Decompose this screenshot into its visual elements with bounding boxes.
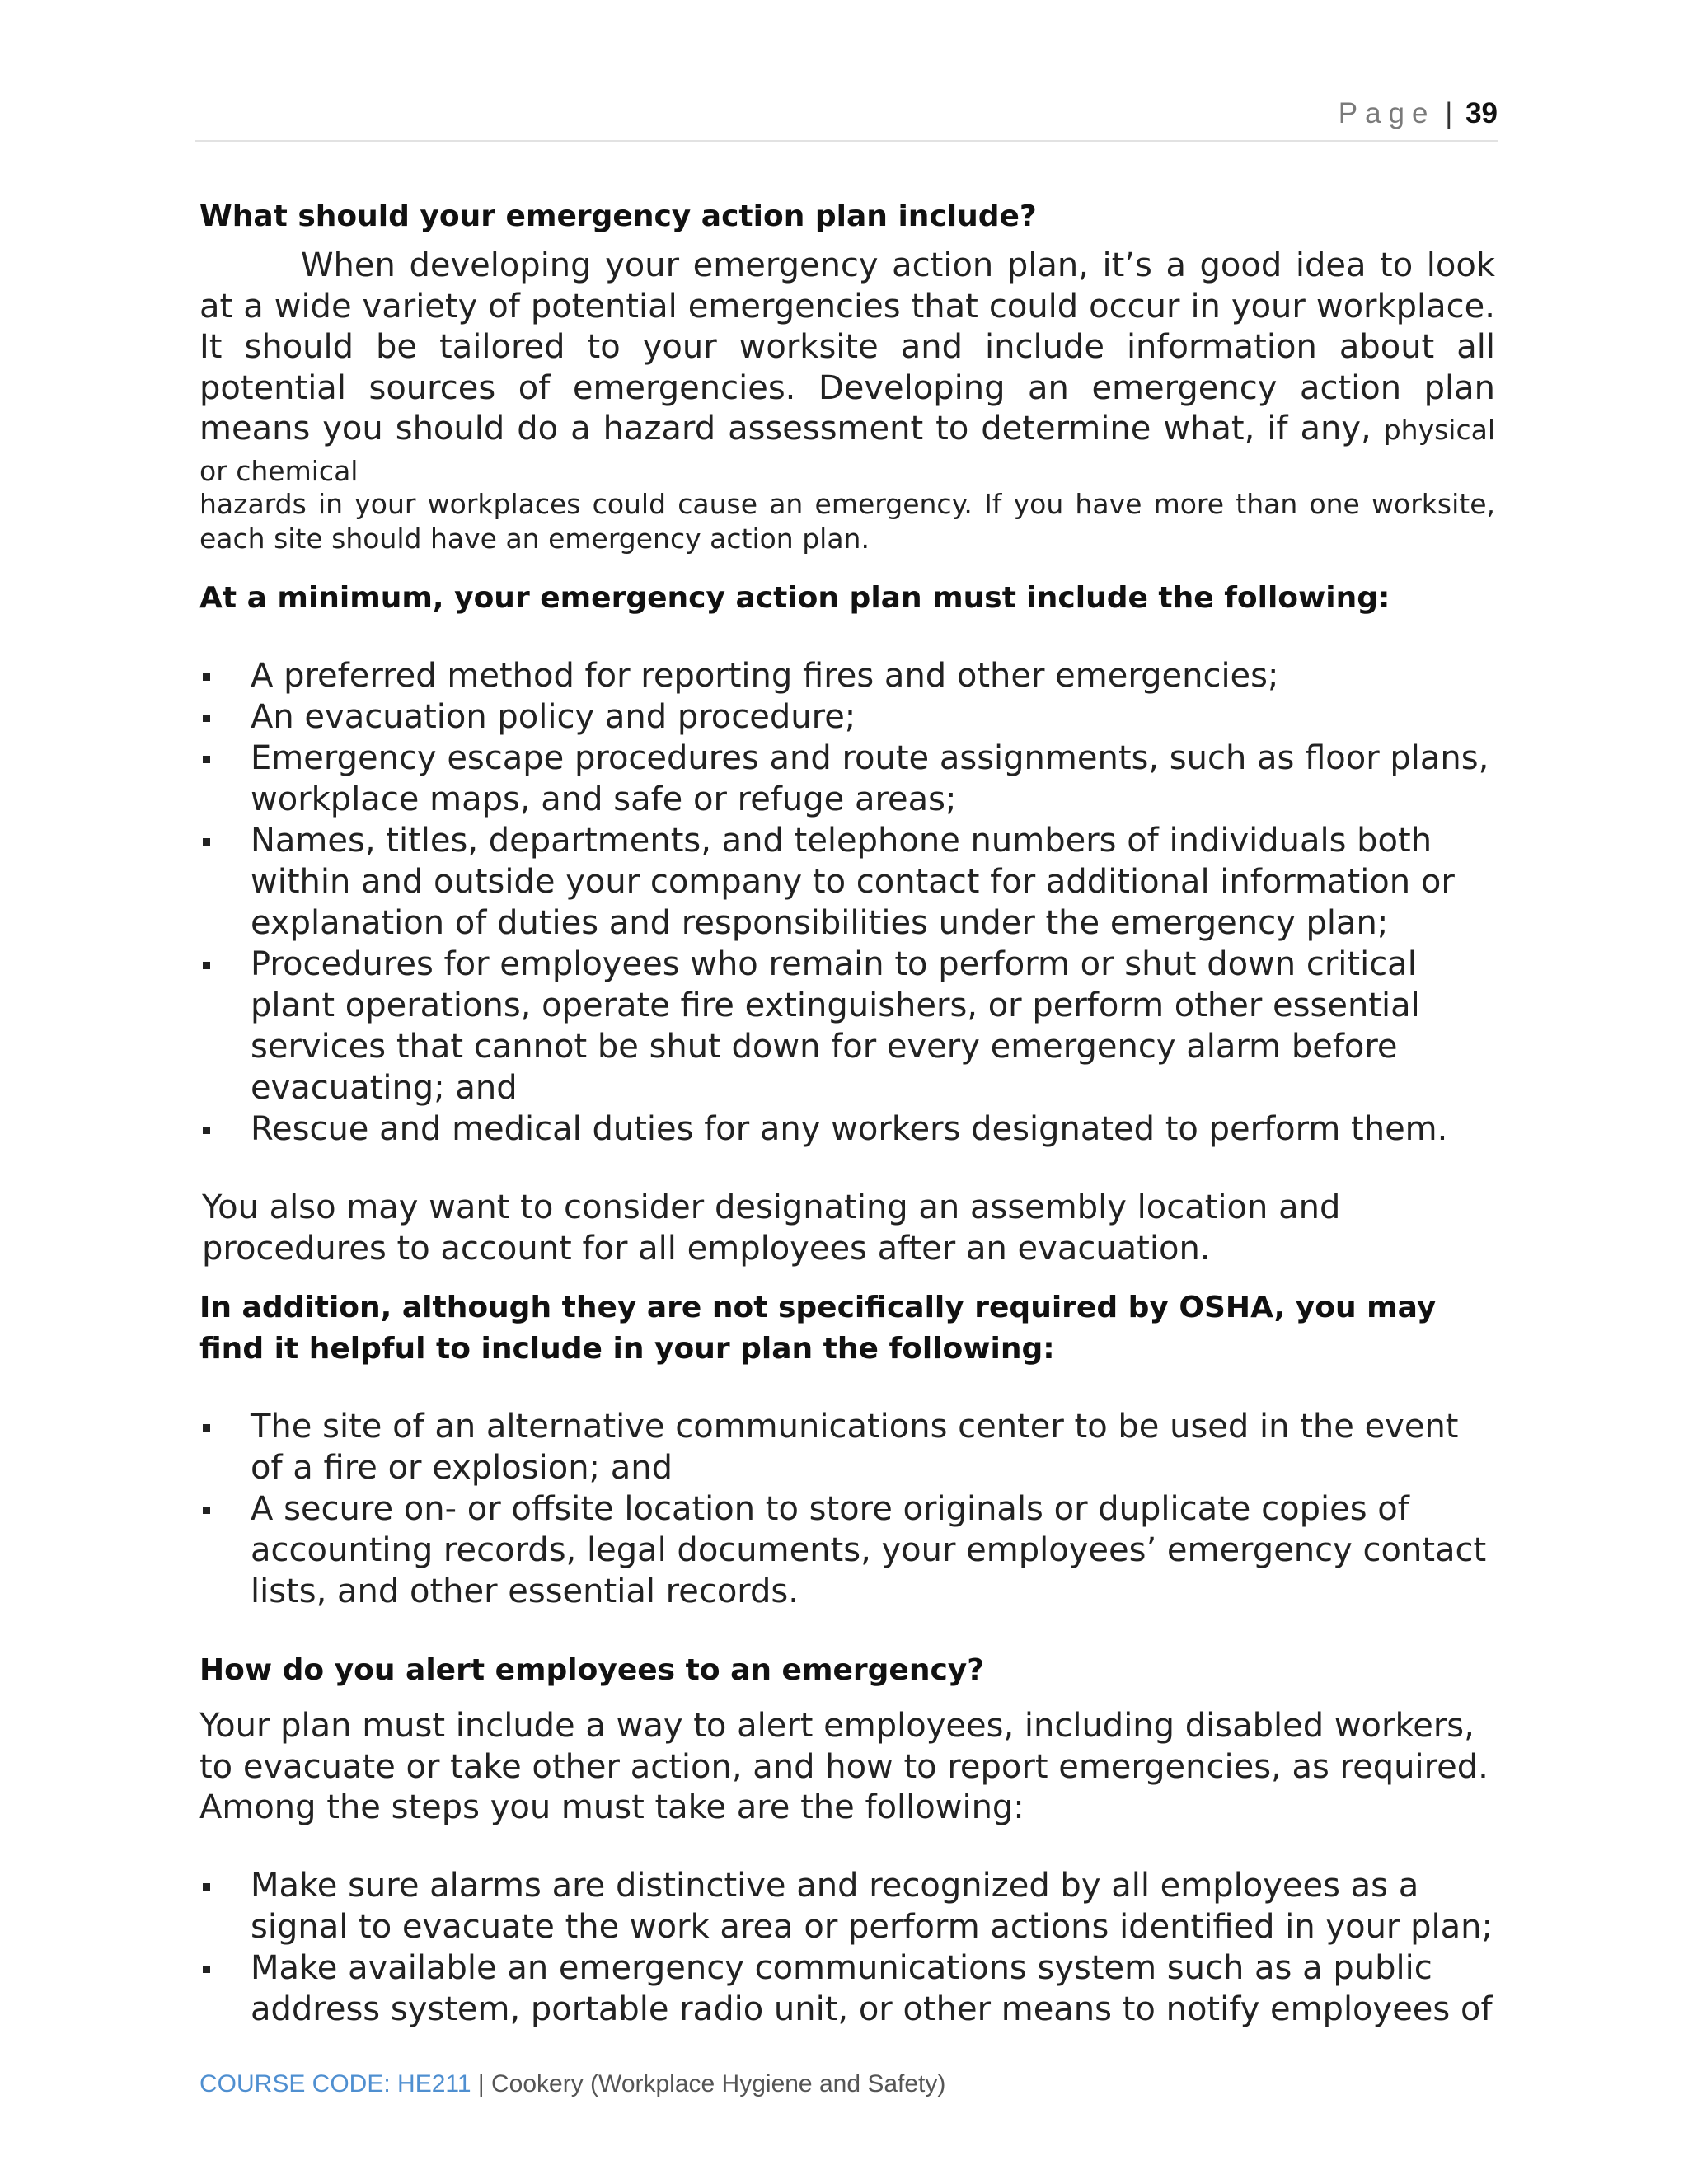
additional-items-list	[199, 1406, 1495, 1612]
bullet-icon	[203, 673, 210, 681]
list-item: An evacuation policy and procedure;	[199, 696, 1495, 738]
intro-text: When developing your emergency action plan, it’s a good idea to look at a wide variety of potential emergencies that could occur in your workplace. It should be tailored to your worksite and include information about all potential sources of emergencies. Developing an emergency action plan means you should do a hazard assessment to determine what, if any,	[199, 246, 1495, 448]
bullet-icon	[203, 1127, 210, 1134]
page-footer	[199, 2070, 945, 2098]
bullet-icon	[203, 962, 210, 969]
bullet-icon	[203, 715, 210, 722]
list-item: Rescue and medical duties for any workers designated to perform them.	[199, 1108, 1495, 1150]
alert-paragraph: Your plan must include a way to alert employees, including disabled workers, to evacuate or take other action, and how to report emergencies, as required. Among the steps you must take are the following:	[199, 1707, 1489, 1826]
section-heading-minimum: At a minimum, your emergency action plan must include the following:	[199, 581, 1390, 615]
page-separator: |	[1445, 97, 1453, 129]
page-number: 39	[1465, 97, 1498, 129]
course-code: COURSE CODE: HE211	[199, 2070, 471, 2097]
list-item: Make sure alarms are distinctive and recognized by all employees as a signal to evacuate the work area or perform actions identified in your plan;	[199, 1865, 1495, 1947]
course-title: Cookery (Workplace Hygiene and Safety)	[491, 2070, 946, 2097]
section-heading-include: What should your emergency action plan include?	[199, 199, 1037, 233]
list-item: A secure on- or offsite location to store originals or duplicate copies of accounting records, legal documents, your employees’ emergency contact lists, and other essential records.	[199, 1488, 1495, 1612]
list-item: Names, titles, departments, and telephone numbers of individuals both within and outside your company to contact for additional information or explanation of duties and responsibilities under the emergency plan;	[199, 820, 1495, 944]
bullet-icon	[203, 1424, 210, 1432]
list-item: Procedures for employees who remain to perform or shut down critical plant operations, operate fire extinguishers, or perform other essential services that cannot be shut down for every emergency alarm before evacuating; and	[199, 944, 1495, 1108]
intro-paragraph	[199, 246, 1495, 490]
footer-separator: |	[477, 2070, 485, 2097]
intro-paragraph-tail: hazards in your workplaces could cause an emergency. If you have more than one worksite, each site should have an emergency action plan.	[199, 488, 1495, 555]
section-heading-additional: In addition, although they are not specifically required by OSHA, you may find it helpful to include in your plan the following:	[199, 1291, 1437, 1366]
list-item: Make available an emergency communications system such as a public address system, portable radio unit, or other means to notify employees of	[199, 1947, 1495, 2030]
page-label: Page	[1338, 97, 1436, 129]
assembly-paragraph: You also may want to consider designating an assembly location and procedures to account for all employees after an evacuation.	[202, 1188, 1341, 1268]
page-header	[195, 97, 1498, 142]
section-heading-alert: How do you alert employees to an emergency?	[199, 1653, 985, 1687]
bullet-icon	[203, 756, 210, 763]
bullet-icon	[203, 1966, 210, 1973]
bullet-icon	[203, 1883, 210, 1891]
minimum-requirements-list	[199, 655, 1495, 1150]
list-item: A preferred method for reporting fires and other emergencies;	[199, 655, 1495, 696]
page-content	[199, 196, 1495, 2030]
alert-steps-list	[199, 1865, 1495, 2030]
bullet-icon	[203, 1507, 210, 1514]
list-item: Emergency escape procedures and route assignments, such as floor plans, workplace maps, and safe or refuge areas;	[199, 738, 1495, 820]
intro-text-small-inline: physical or chemical	[199, 414, 1495, 487]
bullet-icon	[203, 838, 210, 846]
list-item: The site of an alternative communications center to be used in the event of a fire or explosion; and	[199, 1406, 1495, 1488]
